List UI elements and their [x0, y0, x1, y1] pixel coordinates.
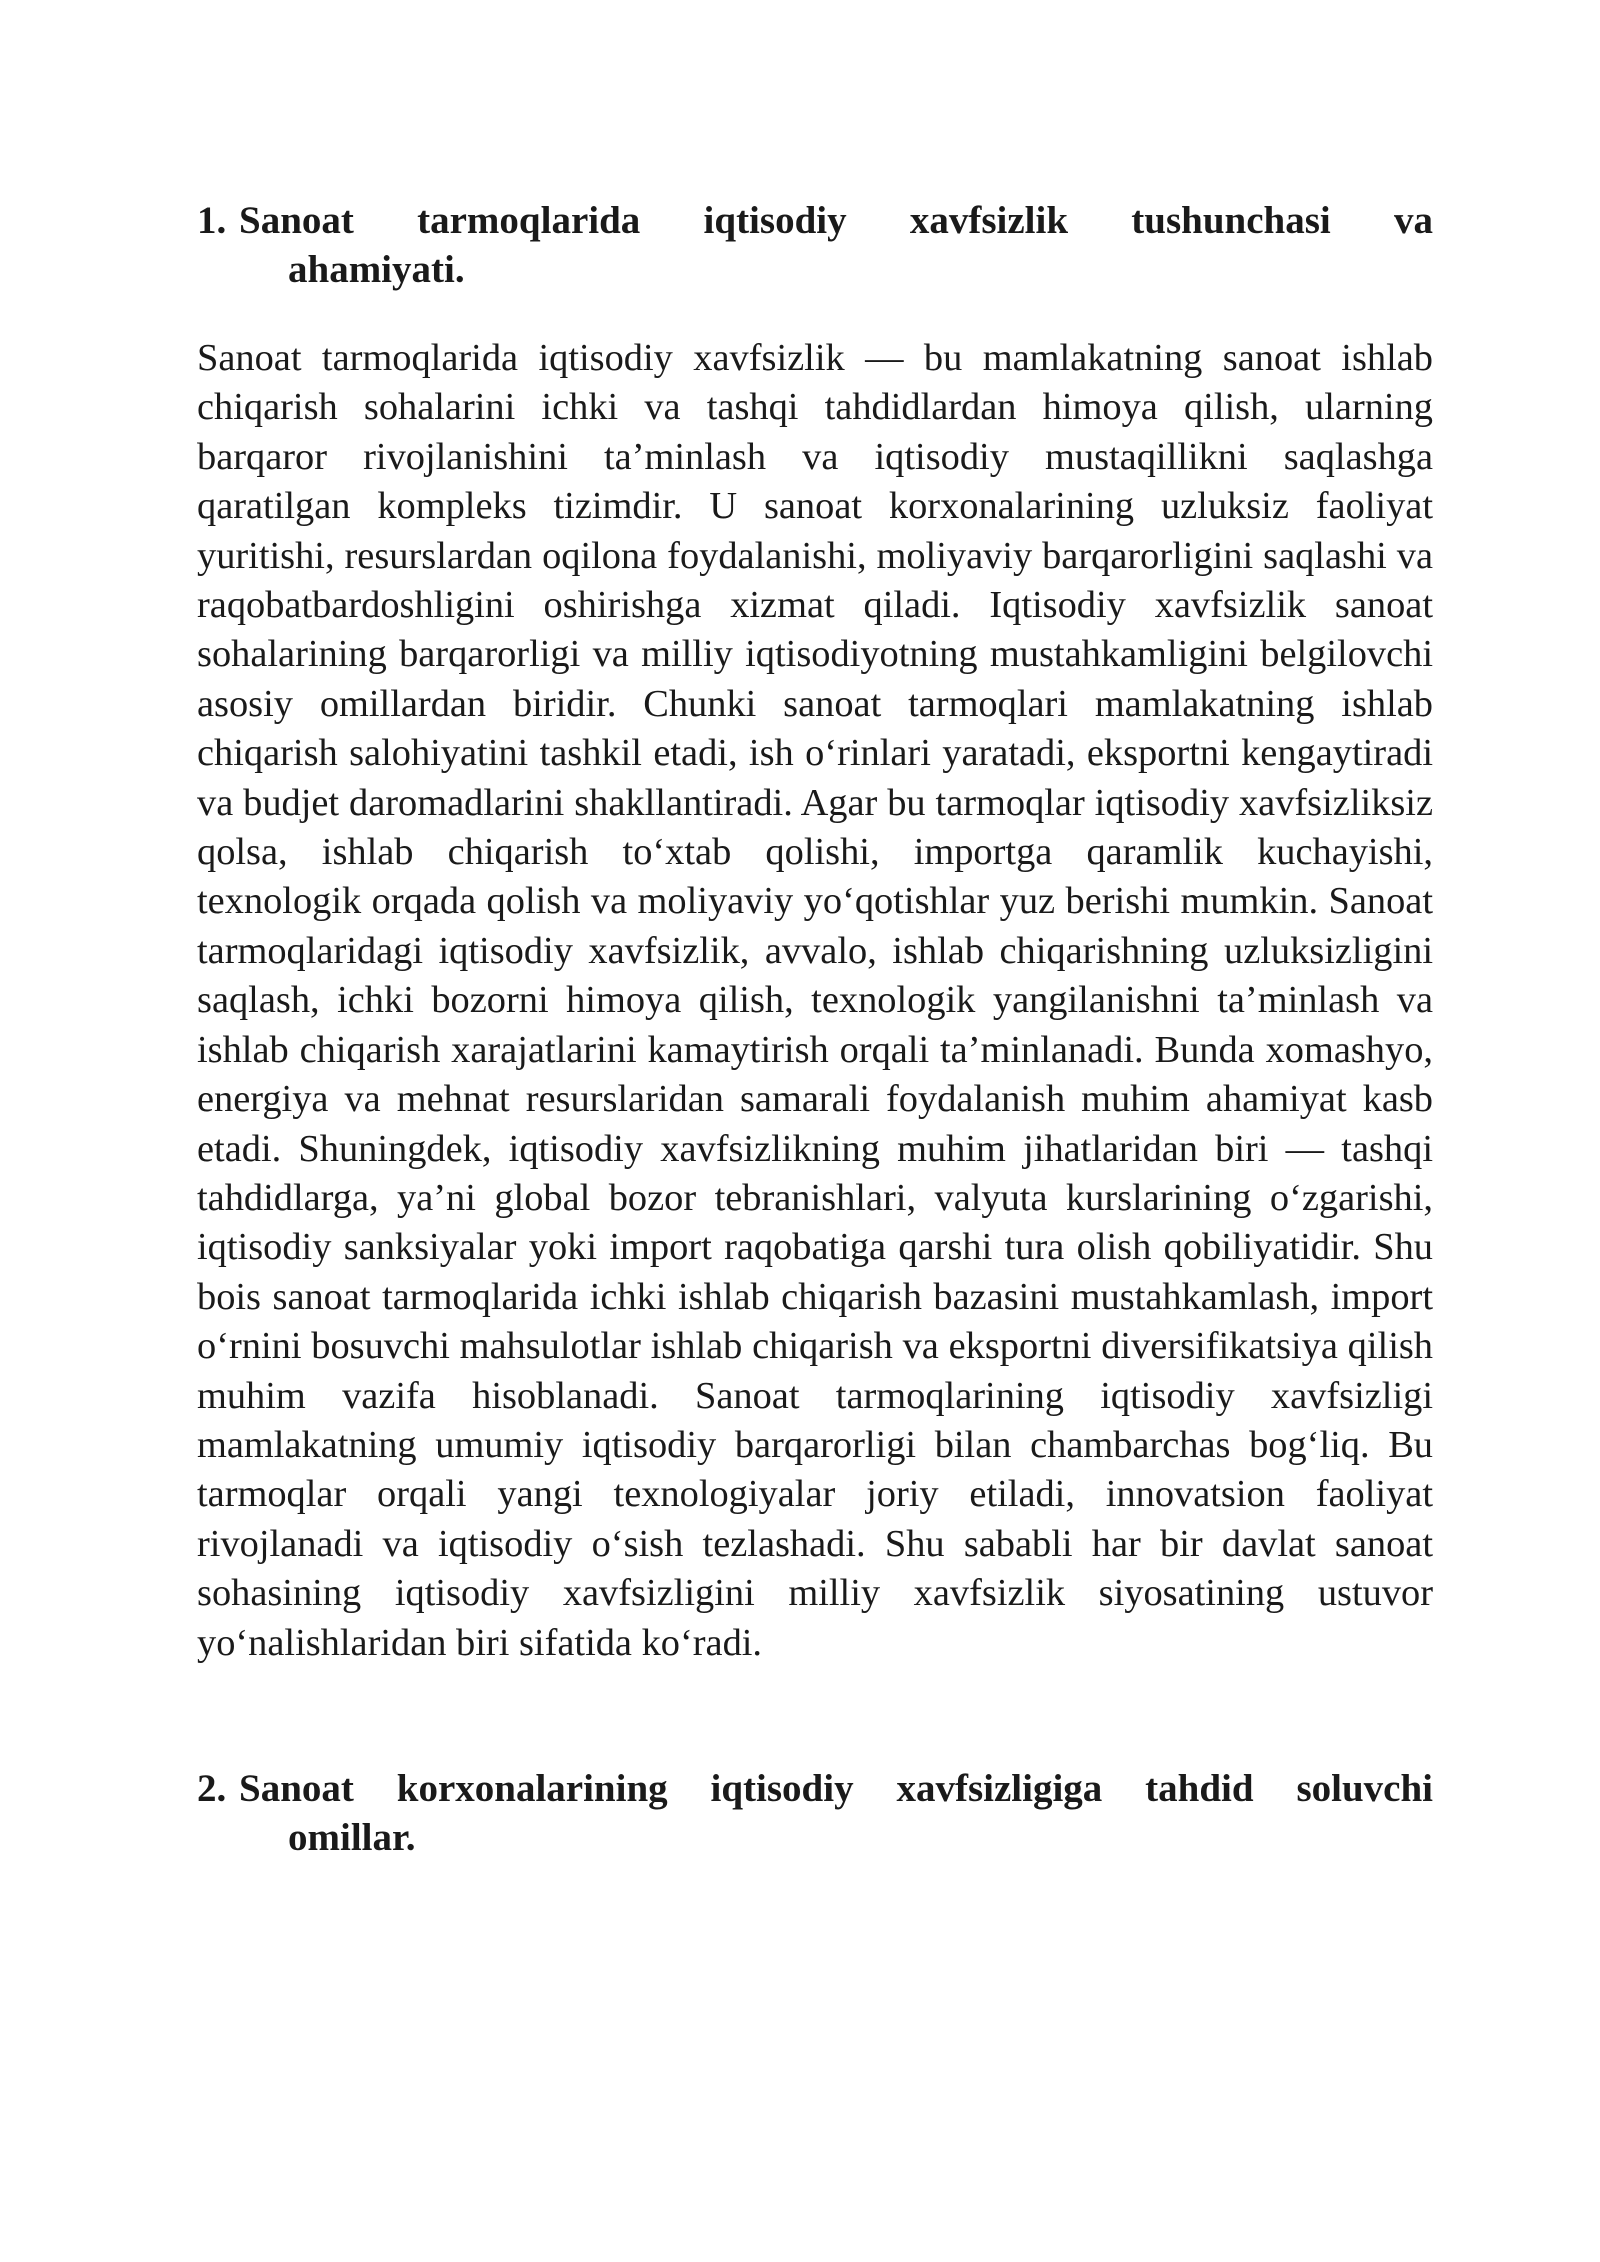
section-title-1: [239, 196, 1433, 294]
body-paragraph: Sanoat tarmoqlarida iqtisodiy xavfsizlik — bu mamlakatning sanoat ishlab chiqarish sohalarini ichki va tashqi tahdidlardan himoya qilish, ularning barqaror rivojlanishini ta’minlash va iqtisodiy mustaqillikni saqlashga qaratilgan kompleks tizimdir. U sanoat korxonalarining uzluksiz faoliyat yuritishi, resurslardan oqilona foydalanishi, moliyaviy barqarorligini saqlashi va raqobatbardoshligini oshirishga xizmat qiladi. Iqtisodiy xavfsizlik sanoat sohalarining barqarorligi va milliy iqtisodiyotning mustahkamligini belgilovchi asosiy omillardan biridir. Chunki sanoat tarmoqlari mamlakatning ishlab chiqarish salohiyatini tashkil etadi, ish o‘rinlari yaratadi, eksportni kengaytiradi va budjet daromadlarini shakllantiradi. Agar bu tarmoqlar iqtisodiy xavfsizliksiz qolsa, ishlab chiqarish to‘xtab qolishi, importga qaramlik kuchayishi, texnologik orqada qolish va moliyaviy yo‘qotishlar yuz berishi mumkin. Sanoat tarmoqlaridagi iqtisodiy xavfsizlik, avvalo, ishlab chiqarishning uzluksizligini saqlash, ichki bozorni himoya qilish, texnologik yangilanishni ta’minlash va ishlab chiqarish xarajatlarini kamaytirish orqali ta’minlanadi. Bunda xomashyo, energiya va mehnat resurslaridan samarali foydalanish muhim ahamiyat kasb etadi. Shuningdek, iqtisodiy xavfsizlikning muhim jihatlaridan biri — tashqi tahdidlarga, ya’ni global bozor tebranishlari, valyuta kurslarining o‘zgarishi, iqtisodiy sanksiyalar yoki import raqobatiga qarshi tura olish qobiliyatidir. Shu bois sanoat tarmoqlarida ichki ishlab chiqarish bazasini mustahkamlash, import o‘rnini bosuvchi mahsulotlar ishlab chiqarish va eksportni diversifikatsiya qilish muhim vazifa hisoblanadi. Sanoat tarmoqlarining iqtisodiy xavfsizligi mamlakatning umumiy iqtisodiy barqarorligi bilan chambarchas bog‘liq. Bu tarmoqlar orqali yangi texnologiyalar joriy etiladi, innovatsion faoliyat rivojlanadi va iqtisodiy o‘sish tezlashadi. Shu sababli har bir davlat sanoat sohasining iqtisodiy xavfsizligini milliy xavfsizlik siyosatining ustuvor yo‘nalishlaridan biri sifatida ko‘radi.: [197, 337, 1433, 1664]
section-title-2-line-2: omillar.: [288, 1815, 416, 1859]
section-title-1-line-1: Sanoat tarmoqlarida iqtisodiy xavfsizlik tushunchasi va: [239, 199, 1433, 242]
section-title-2: [239, 1764, 1433, 1862]
section-title-1-line-2: ahamiyati.: [288, 248, 465, 291]
section-heading-1: [197, 196, 1433, 294]
section-heading-2: [197, 1764, 1433, 1862]
section-title-2-line-1: Sanoat korxonalarining iqtisodiy xavfsizligiga tahdid soluvchi: [239, 1766, 1433, 1810]
section-number-1: 1.: [197, 199, 227, 242]
document-page: [197, 196, 1433, 1862]
section-number-2: 2.: [197, 1766, 227, 1810]
